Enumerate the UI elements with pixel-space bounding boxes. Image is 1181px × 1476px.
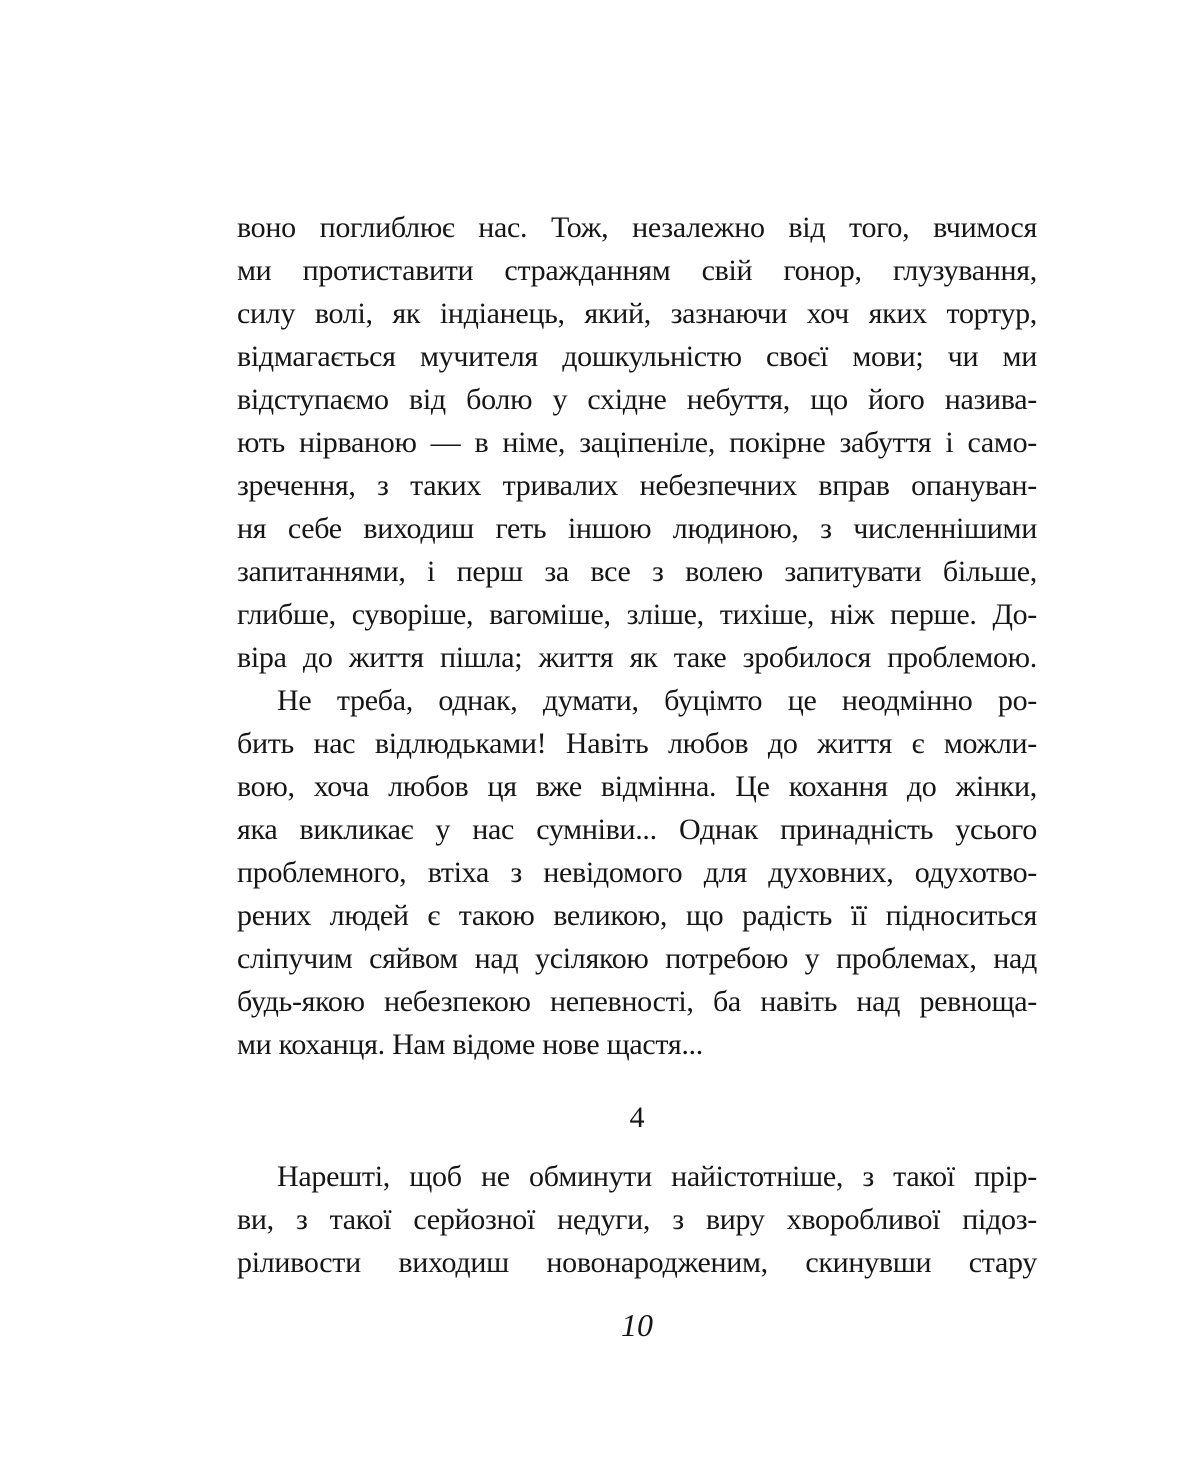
text-line: ня себе виходиш геть іншою людиною, з численнішими	[237, 512, 1037, 545]
text-line: зречення, з таких тривалих небезпечних вправ опануван-	[237, 469, 1037, 502]
text-line: проблемного, втіха з невідомого для духовних, одухотво-	[237, 856, 1037, 889]
text-line: силу волі, як індіанець, який, зазнаючи хоч яких тортур,	[237, 297, 1037, 330]
text-line: ми протиставити стражданням свій гонор, глузування,	[237, 254, 1037, 287]
paragraph	[237, 206, 1037, 679]
text-line: воно поглиблює нас. Тож, незалежно від того, вчимося	[237, 211, 1037, 244]
text-line: яка викликає у нас сумніви... Однак принадність усього	[237, 813, 1037, 846]
text-line: ють нірваною — в німе, заціпеніле, покірне забуття і само-	[237, 426, 1037, 459]
text-line: Не треба, однак, думати, буцімто це неодмінно ро-	[277, 684, 1037, 717]
text-line: Нарешті, щоб не обминути найістотніше, з такої прір-	[277, 1160, 1037, 1193]
page-number: 10	[621, 1307, 653, 1343]
text-line: віра до життя пішла; життя як таке зробилося проблемою.	[237, 641, 1037, 674]
section-number: 4	[629, 1101, 645, 1134]
paragraph	[237, 679, 1037, 1066]
text-line: запитаннями, і перш за все з волею запитувати більше,	[237, 555, 1037, 588]
paragraph	[237, 1155, 1037, 1284]
text-line: ви, з такої серйозної недуги, з виру хворобливої підоз-	[237, 1203, 1037, 1236]
text-line: будь-якою небезпекою непевності, ба навіть над ревноща-	[237, 985, 1037, 1018]
text-line: ми коханця. Нам відоме нове щастя...	[237, 1028, 703, 1061]
text-line: вою, хоча любов ця вже відмінна. Це кохання до жінки,	[237, 770, 1037, 803]
text-line: сліпучим сяйвом над усілякою потребою у проблемах, над	[237, 942, 1037, 975]
text-line: глибше, суворіше, вагоміше, зліше, тихіше, ніж перше. До-	[237, 598, 1037, 631]
text-line: ріливости виходиш новонародженим, скинувши стару	[237, 1246, 1037, 1279]
text-line: рених людей є такою великою, що радість її підноситься	[237, 899, 1037, 932]
text-block	[237, 206, 1037, 1347]
text-line: бить нас відлюдьками! Навіть любов до життя є можли-	[237, 727, 1037, 760]
text-line: відмагається мучителя дошкульністю своєї мови; чи ми	[237, 340, 1037, 373]
text-line: відступаємо від болю у східне небуття, що його назива-	[237, 383, 1037, 416]
